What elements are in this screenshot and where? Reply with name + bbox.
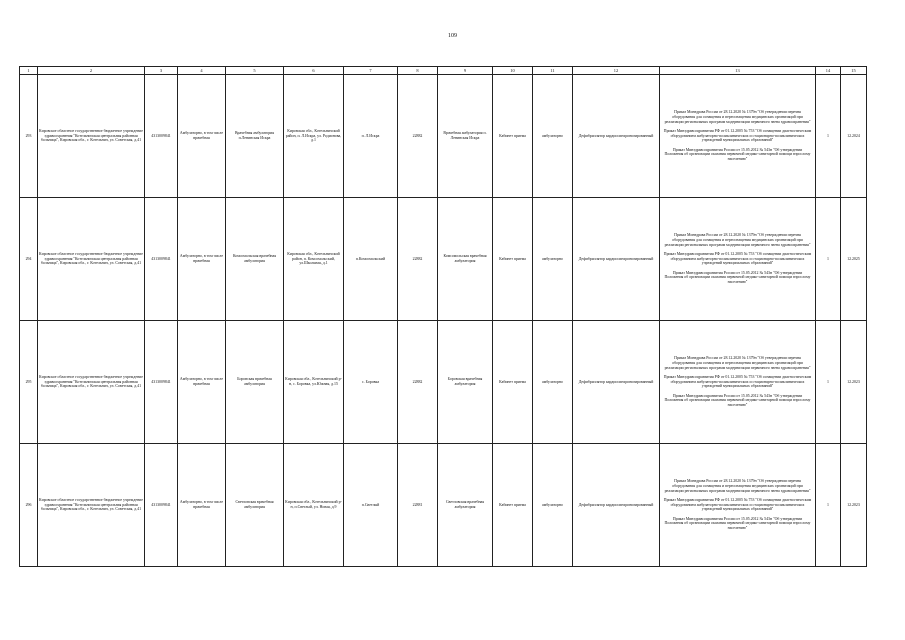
inn-cell: 4313009841 (145, 75, 178, 198)
column-number: 10 (493, 67, 533, 75)
condition-cell: амбулаторно (533, 444, 573, 567)
condition-cell: амбулаторно (533, 75, 573, 198)
care-type-cell: Амбулаторно, в том числе врачебная (178, 198, 226, 321)
table-row (20, 321, 867, 444)
unit-cell: Светловская врачебная амбулатория (226, 444, 284, 567)
column-number: 11 (533, 67, 573, 75)
page-number: 109 (448, 33, 457, 39)
order-text: Приказ Минздрава России от 28.12.2020 № 1379н "Об утверждении перечня оборудования для оснащения и переоснащения медицинских организаций при реализации региональных программ модернизации первичного звена здравоохранения" (664, 479, 811, 493)
division-cell: Светловская врачебная амбулатория (438, 444, 493, 567)
orders-cell (660, 321, 816, 444)
orders-cell (660, 198, 816, 321)
column-number: 6 (284, 67, 344, 75)
condition-cell: амбулаторно (533, 321, 573, 444)
row-number: 294 (20, 198, 38, 321)
row-number: 293 (20, 75, 38, 198)
quantity-cell: 1 (816, 75, 841, 198)
quantity-cell: 1 (816, 321, 841, 444)
order-text: Приказ Минздрава России от 28.12.2020 № 1379н "Об утверждении перечня оборудования для оснащения и переоснащения медицинских организаций при реализации региональных программ модернизации первичного звена здравоохранения" (664, 233, 811, 247)
care-type-cell: Амбулаторно, в том числе врачебная (178, 444, 226, 567)
equipment-cell: Дефибриллятор кардиосинхронизированный (573, 75, 660, 198)
column-number: 8 (398, 67, 438, 75)
address-cell: Кировская обл., Котельничский р-н, п.Светлый, ул. Новая, д.9 (284, 444, 344, 567)
equipment-table (19, 66, 867, 567)
order-text: Приказ Минздравсоцразвития России от 15.05.2012 № 543н "Об утверждении Положения об организации оказания первичной медико-санитарной помощи взрослому населению" (664, 393, 811, 408)
order-text: Приказ Минздрава России от 28.12.2020 № 1379н "Об утверждении перечня оборудования для оснащения и переоснащения медицинских организаций при реализации региональных программ модернизации первичного звена здравоохранения" (664, 110, 811, 124)
code-cell: 22882 (398, 321, 438, 444)
equipment-cell: Дефибриллятор кардиосинхронизированный (573, 321, 660, 444)
quantity-cell: 1 (816, 198, 841, 321)
unit-cell: Боровская врачебная амбулатория (226, 321, 284, 444)
division-cell: Боровская врачебная амбулатория (438, 321, 493, 444)
code-cell: 22881 (398, 444, 438, 567)
column-number: 14 (816, 67, 841, 75)
order-text: Приказ Минздравсоцразвития РФ от 01.12.2005 № 753 "Об оснащении диагностическим оборудованием амбулаторно-поликлинических и стационарно-поликлинических учреждений муниципальных образований" (663, 252, 812, 266)
column-number: 15 (841, 67, 867, 75)
organization-cell: Кировское областное государственное бюджетное учреждение здравоохранения "Котельничская центральная районная больница", Кировская обл., г. Котельнич, ул. Советская, д.41 (38, 444, 145, 567)
orders-cell (660, 75, 816, 198)
inn-cell: 4313009841 (145, 321, 178, 444)
order-text: Приказ Минздравсоцразвития России от 15.05.2012 № 543н "Об утверждении Положения об организации оказания первичной медико-санитарной помощи взрослому населению" (664, 270, 811, 285)
organization-cell: Кировское областное государственное бюджетное учреждение здравоохранения "Котельничская центральная районная больница", Кировская обл., г. Котельнич, ул. Советская, д.41 (38, 75, 145, 198)
organization-cell: Кировское областное государственное бюджетное учреждение здравоохранения "Котельничская центральная районная больница", Кировская обл., г. Котельнич, ул. Советская, д.41 (38, 321, 145, 444)
column-number: 12 (573, 67, 660, 75)
organization-cell: Кировское областное государственное бюджетное учреждение здравоохранения "Котельничская центральная районная больница", Кировская обл., г. Котельнич, ул. Советская, д.41 (38, 198, 145, 321)
order-text: Приказ Минздравсоцразвития России от 15.05.2012 № 543н "Об утверждении Положения об организации оказания первичной медико-санитарной помощи взрослому населению" (664, 516, 811, 531)
column-number: 1 (20, 67, 38, 75)
division-cell: Комсомольская врачебная амбулатория (438, 198, 493, 321)
table-row (20, 75, 867, 198)
column-number: 3 (145, 67, 178, 75)
order-text: Приказ Минздрава России от 28.12.2020 № 1379н "Об утверждении перечня оборудования для оснащения и переоснащения медицинских организаций при реализации региональных программ модернизации первичного звена здравоохранения" (664, 356, 811, 370)
order-text: Приказ Минздравсоцразвития РФ от 01.12.2005 № 753 "Об оснащении диагностическим оборудованием амбулаторно-поликлинических и стационарно-поликлинических учреждений муниципальных образований" (663, 129, 812, 143)
room-cell: Кабинет приема (493, 321, 533, 444)
room-cell: Кабинет приема (493, 198, 533, 321)
care-type-cell: Амбулаторно, в том числе врачебная (178, 321, 226, 444)
date-cell: 12.2023 (841, 444, 867, 567)
address-cell: Кировская обл., Котельничский район, п. Л.Искра, ул. Родионова, д.1 (284, 75, 344, 198)
unit-cell: Врачебная амбулатория п.Ленинская Искра (226, 75, 284, 198)
settlement-cell: п.Светлый (344, 444, 398, 567)
inn-cell: 4313009841 (145, 444, 178, 567)
column-number-row (20, 67, 867, 75)
column-number: 2 (38, 67, 145, 75)
code-cell: 22882 (398, 75, 438, 198)
orders-cell (660, 444, 816, 567)
room-cell: Кабинет приема (493, 75, 533, 198)
date-cell: 12.2024 (841, 75, 867, 198)
condition-cell: амбулаторно (533, 198, 573, 321)
column-number: 7 (344, 67, 398, 75)
column-number: 4 (178, 67, 226, 75)
date-cell: 12.2025 (841, 198, 867, 321)
settlement-cell: п.Комсомольский (344, 198, 398, 321)
table-row (20, 444, 867, 567)
settlement-cell: с. Боровка (344, 321, 398, 444)
equipment-cell: Дефибриллятор кардиосинхронизированный (573, 198, 660, 321)
settlement-cell: п. Л.Искра (344, 75, 398, 198)
address-cell: Кировская обл., Котельничский район, п. Комсомольский, ул.Школьная, д.1 (284, 198, 344, 321)
quantity-cell: 1 (816, 444, 841, 567)
date-cell: 12.2023 (841, 321, 867, 444)
room-cell: Кабинет приема (493, 444, 533, 567)
address-cell: Кировская обл., Котельничский р-н, с. Боровка, ул.Южная, д.15 (284, 321, 344, 444)
row-number: 295 (20, 321, 38, 444)
care-type-cell: Амбулаторно, в том числе врачебная (178, 75, 226, 198)
division-cell: Врачебная амбулатория п. Ленинская Искра (438, 75, 493, 198)
table-row (20, 198, 867, 321)
equipment-cell: Дефибриллятор кардиосинхронизированный (573, 444, 660, 567)
column-number: 5 (226, 67, 284, 75)
column-number: 13 (660, 67, 816, 75)
order-text: Приказ Минздравсоцразвития РФ от 01.12.2005 № 753 "Об оснащении диагностическим оборудованием амбулаторно-поликлинических и стационарно-поликлинических учреждений муниципальных образований" (663, 375, 812, 389)
column-number: 9 (438, 67, 493, 75)
inn-cell: 4313009841 (145, 198, 178, 321)
order-text: Приказ Минздравсоцразвития РФ от 01.12.2005 № 753 "Об оснащении диагностическим оборудованием амбулаторно-поликлинических и стационарно-поликлинических учреждений муниципальных образований" (663, 498, 812, 512)
code-cell: 22882 (398, 198, 438, 321)
row-number: 296 (20, 444, 38, 567)
unit-cell: Комсомольская врачебная амбулатория (226, 198, 284, 321)
order-text: Приказ Минздравсоцразвития России от 15.05.2012 № 543н "Об утверждении Положения об организации оказания первичной медико-санитарной помощи взрослому населению" (664, 147, 811, 162)
